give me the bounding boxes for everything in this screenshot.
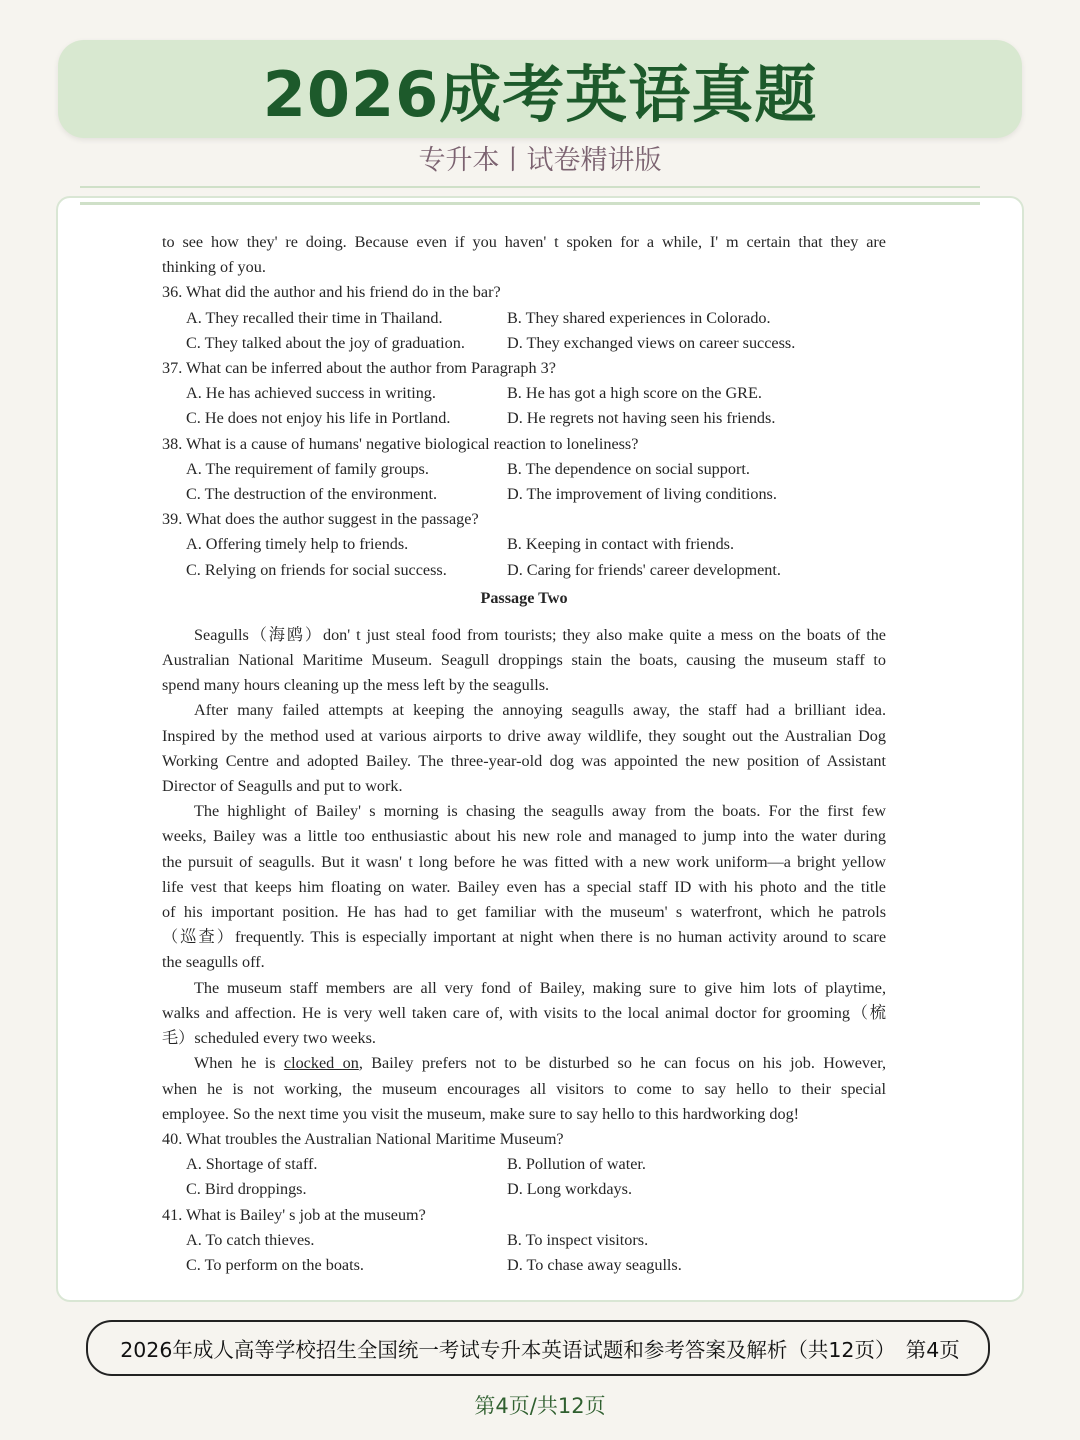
text-span: , Bailey prefers not to be disturbed so he can focus on his job. However, xyxy=(358,1054,886,1073)
question-38: 38. What is a cause of humans' negative biological reaction to loneliness? xyxy=(162,434,639,453)
text-line: Seagulls（海鸥）don' t just steal food from tourists; they also make quite a mess on the boats of the xyxy=(194,625,886,644)
question-36: 36. What did the author and his friend do in the bar? xyxy=(162,283,501,302)
options-37 xyxy=(162,381,886,431)
option-d: D. The improvement of living conditions. xyxy=(507,485,777,504)
question-39: 39. What does the author suggest in the passage? xyxy=(162,510,479,529)
option-b: B. He has got a high score on the GRE. xyxy=(507,384,762,403)
paragraph-1 xyxy=(162,623,886,699)
paragraph-4 xyxy=(162,976,886,1052)
option-c: C. To perform on the boats. xyxy=(186,1255,364,1274)
text-line: Inspired by the method used at various airports to drive away wildlife, they sought out the Australian Dog xyxy=(162,726,886,745)
option-b: B. The dependence on social support. xyxy=(507,459,750,478)
text-line: weeks, Bailey was a little too enthusiastic about his new role and managed to jump into the water during xyxy=(162,827,886,846)
text-line: of his important position. He has had to get familiar with the museum' s waterfront, which he patrols xyxy=(162,903,886,922)
option-a: A. He has achieved success in writing. xyxy=(186,384,436,403)
text-line: the pursuit of seagulls. But it wasn' t long before he was fitted with a new work uniform—a bright yellow xyxy=(162,852,886,871)
option-c: C. They talked about the joy of graduation. xyxy=(186,333,465,352)
text-span: When he is xyxy=(194,1054,284,1073)
option-c: C. The destruction of the environment. xyxy=(186,485,438,504)
text-line: spend many hours cleaning up the mess left by the seagulls. xyxy=(162,676,550,695)
page-indicator: 第4页/共12页 xyxy=(474,1394,606,1418)
underlined-phrase: clocked on xyxy=(283,1054,359,1073)
option-b: B. They shared experiences in Colorado. xyxy=(507,308,771,327)
options-39 xyxy=(162,532,886,582)
page-title: 2026成考英语真题 xyxy=(262,57,818,131)
divider-line xyxy=(80,202,980,205)
option-b: B. Pollution of water. xyxy=(507,1155,646,1174)
paragraph-3 xyxy=(162,799,886,975)
option-c: C. He does not enjoy his life in Portland. xyxy=(186,409,451,428)
question-40: 40. What troubles the Australian National Maritime Museum? xyxy=(162,1129,564,1148)
options-41 xyxy=(162,1228,886,1278)
text-line: Australian National Maritime Museum. Seagull droppings stain the boats, causing the museum staff to xyxy=(162,651,886,670)
option-d: D. Long workdays. xyxy=(507,1180,632,1199)
options-38 xyxy=(162,457,886,507)
option-a: A. They recalled their time in Thailand. xyxy=(186,308,443,327)
text-line xyxy=(162,1051,886,1076)
text-line: thinking of you. xyxy=(162,258,266,277)
options-40 xyxy=(162,1152,886,1202)
text-line: employee. So the next time you visit the museum, make sure to say hello to this hardworking dog! xyxy=(162,1104,800,1123)
option-a: A. The requirement of family groups. xyxy=(186,459,429,478)
option-b: B. To inspect visitors. xyxy=(507,1230,649,1249)
option-a: A. Shortage of staff. xyxy=(186,1155,318,1174)
question-37: 37. What can be inferred about the author from Paragraph 3? xyxy=(162,359,556,378)
option-c: C. Bird droppings. xyxy=(186,1180,307,1199)
text-line: 毛）scheduled every two weeks. xyxy=(162,1029,376,1048)
title-banner xyxy=(58,40,1022,138)
option-c: C. Relying on friends for social success. xyxy=(186,560,447,579)
exam-text xyxy=(162,230,886,1278)
exam-page-scan xyxy=(56,196,1024,1302)
options-36 xyxy=(162,306,886,356)
option-d: D. He regrets not having seen his friends. xyxy=(507,409,776,428)
text-line: The highlight of Bailey' s morning is chasing the seagulls away from the boats. For the first few xyxy=(194,802,886,821)
footer-caption: 2026年成人高等学校招生全国统一考试专升本英语试题和参考答案及解析（共12页） 第4页 xyxy=(120,1338,960,1362)
passage-title: Passage Two xyxy=(480,588,568,607)
paragraph-2 xyxy=(162,698,886,799)
text-line: After many failed attempts at keeping the annoying seagulls away, the staff had a brilliant idea. xyxy=(194,701,886,720)
text-line: life vest that keeps him floating on water. Bailey even has a special staff ID with his photo and the title xyxy=(162,877,886,896)
option-a: A. To catch thieves. xyxy=(186,1230,315,1249)
text-line: The museum staff members are all very fond of Bailey, making sure to give him lots of playtime, xyxy=(194,978,886,997)
question-41: 41. What is Bailey' s job at the museum? xyxy=(162,1205,426,1224)
option-d: D. Caring for friends' career development. xyxy=(507,560,781,579)
text-line: the seagulls off. xyxy=(162,953,265,972)
page-subtitle: 专升本丨试卷精讲版 xyxy=(418,145,662,176)
option-d: D. They exchanged views on career success. xyxy=(507,333,796,352)
text-line: （巡查）frequently. This is especially important at night when there is no human activity around to scare xyxy=(162,928,886,947)
paragraph-5 xyxy=(162,1051,886,1127)
text-line: walks and affection. He is very well taken care of, with visits to the local animal doctor for grooming（梳 xyxy=(162,1003,886,1022)
text-line: Director of Seagulls and put to work. xyxy=(162,777,403,796)
option-b: B. Keeping in contact with friends. xyxy=(507,535,735,554)
text-line: when he is not working, the museum encourages all visitors to come to say hello to their special xyxy=(162,1079,886,1098)
option-a: A. Offering timely help to friends. xyxy=(186,535,409,554)
option-d: D. To chase away seagulls. xyxy=(507,1255,682,1274)
text-line: Working Centre and adopted Bailey. The three-year-old dog was appointed the new position of Assistant xyxy=(162,751,886,770)
divider-line xyxy=(80,186,980,188)
text-line: to see how they' re doing. Because even if you haven' t spoken for a while, I' m certain that they are xyxy=(162,233,886,251)
